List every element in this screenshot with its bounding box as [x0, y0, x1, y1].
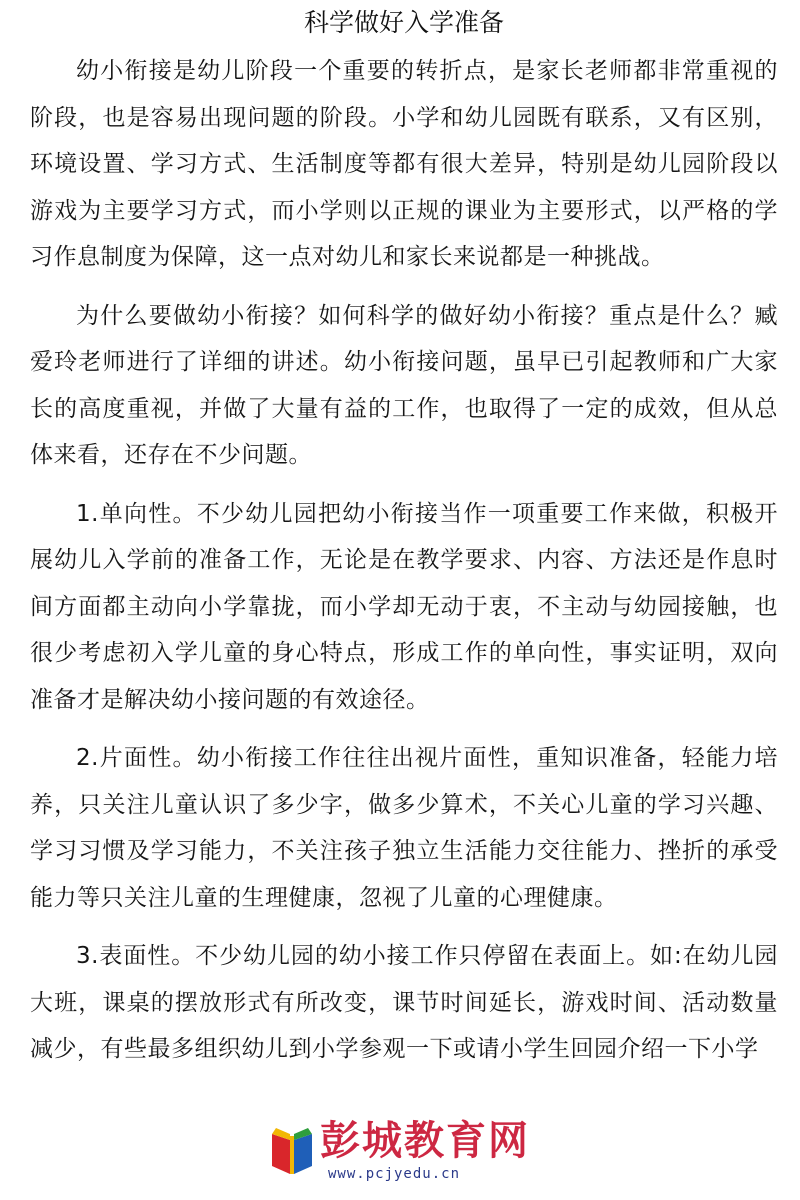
- watermark-site-name: 彭城教育网: [320, 1118, 530, 1164]
- paragraph-point-1: 1.单向性。不少幼儿园把幼小衔接当作一项重要工作来做，积极开展幼儿入学前的准备工作，无论是在教学要求、内容、方法还是作息时间方面都主动向小学靠拢，而小学却无动于衷，不主动与幼园接触，也很少考虑初入学儿童的身心特点，形成工作的单向性，事实证明，双向准备才是解决幼小接问题的有效途径。: [30, 500, 778, 713]
- article-title: 科学做好入学准备: [303, 8, 504, 37]
- paragraph-point-3: 3.表面性。不少幼儿园的幼小接工作只停留在表面上。如:在幼儿园大班，课桌的摆放形式有所改变，课节时间延长，游戏时间、活动数量减少，有些最多组织幼儿到小学参观一下或请小学生回园介绍一下小学: [30, 943, 778, 1062]
- paragraph-intro: 幼小衔接是幼儿阶段一个重要的转折点，是家长老师都非常重视的阶段，也是容易出现问题的阶段。小学和幼儿园既有联系，又有区别，环境设置、学习方式、生活制度等都有很大差异，特别是幼儿园阶段以游戏为主要学习方式，而小学则以正规的课业为主要形式，以严格的学习作息制度为保障，这一点对幼儿和家长来说都是一种挑战。: [30, 58, 778, 270]
- paragraph-question: 为什么要做幼小衔接？如何科学的做好幼小衔接？重点是什么？臧爱玲老师进行了详细的讲述。幼小衔接问题，虽早已引起教师和广大家长的高度重视，并做了大量有益的工作，也取得了一定的成效，但从总体来看，还存在不少问题。: [30, 302, 778, 468]
- paragraph-point-2: 2.片面性。幼小衔接工作往往出视片面性，重知识准备，轻能力培养，只关注儿童认识了多少字，做多少算术，不关心儿童的学习兴趣、学习习惯及学习能力，不关注孩子独立生活能力交往能力、挫折的承受能力等只关注儿童的生理健康，忽视了儿童的心理健康。: [30, 745, 778, 911]
- watermark-url: www.pcjyedu.cn: [328, 1166, 461, 1182]
